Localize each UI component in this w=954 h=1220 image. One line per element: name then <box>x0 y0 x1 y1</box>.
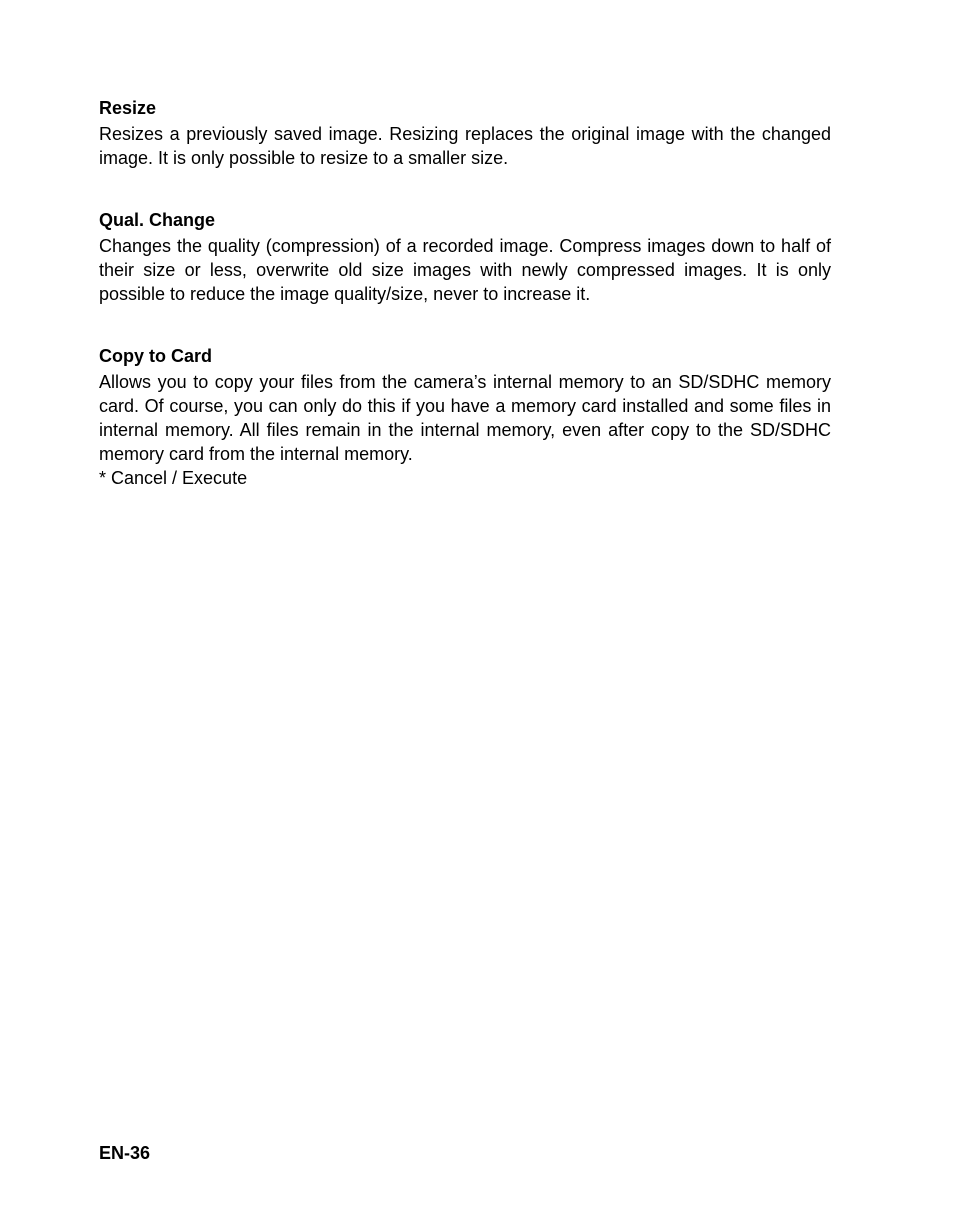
section-copy-to-card <box>99 344 831 490</box>
section-title: Qual. Change <box>99 210 216 230</box>
page-content <box>99 96 831 528</box>
section-title: Resize <box>99 98 157 118</box>
section-qual-change <box>99 208 831 306</box>
section-resize <box>99 96 831 170</box>
section-body: Resizes a previously saved image. Resizing replaces the original image with the changed image. It is only possible to resize to a smaller size. <box>99 124 831 168</box>
section-title: Copy to Card <box>99 346 213 366</box>
page-number: EN-36 <box>99 1143 151 1163</box>
section-body: Changes the quality (compression) of a recorded image. Compress images down to half of their size or less, overwrite old size images with newly compressed images. It is only possible to reduce the image quality/size, never to increase it. <box>99 236 831 304</box>
section-body: Allows you to copy your files from the camera’s internal memory to an SD/SDHC memory card. Of course, you can only do this if you have a memory card installed and some files in internal memory. All files remain in the internal memory, even after copy to the SD/SDHC memory card from the internal memory. <box>99 372 831 464</box>
options-note: * Cancel / Execute <box>99 468 248 488</box>
